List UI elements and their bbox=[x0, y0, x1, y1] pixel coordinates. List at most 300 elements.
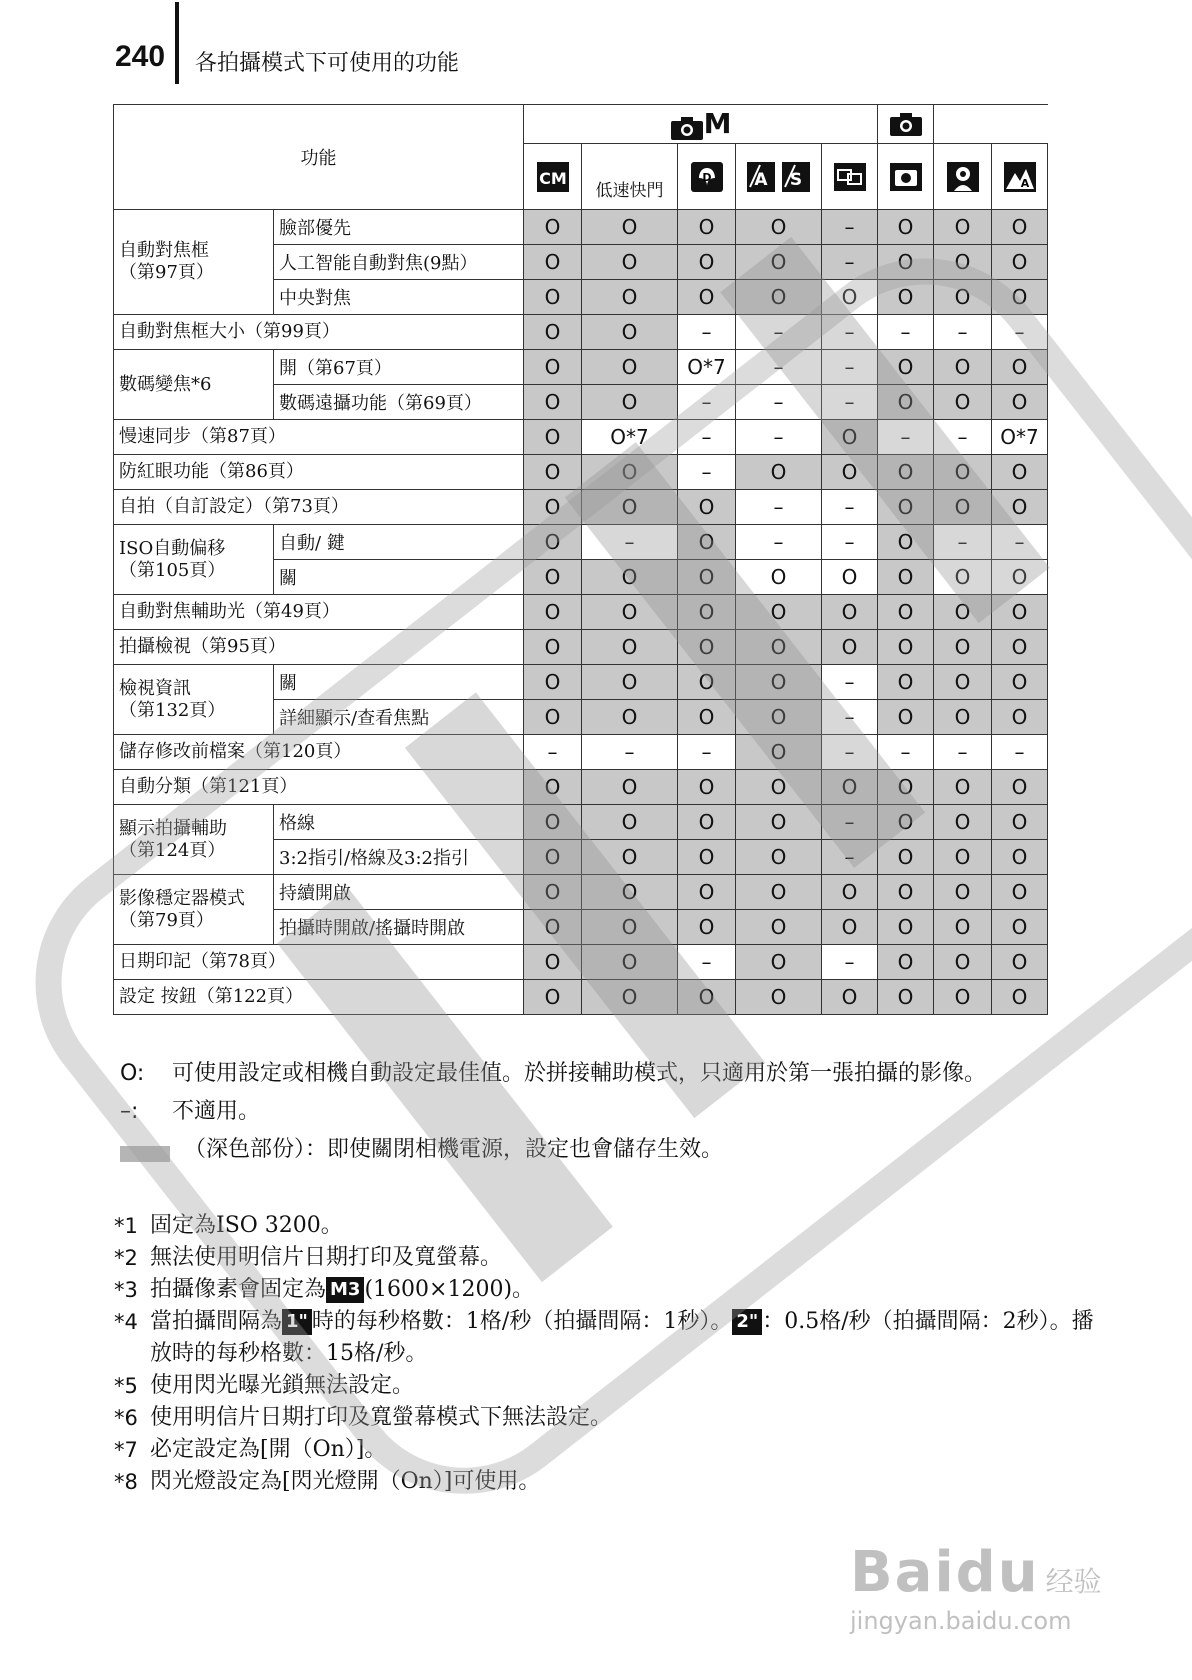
table-row bbox=[114, 350, 1048, 385]
stitch-assist-icon bbox=[833, 162, 867, 192]
table-cell: – bbox=[822, 665, 878, 700]
table-cell: O bbox=[736, 665, 822, 700]
table-cell: O bbox=[524, 945, 582, 980]
table-cell: O bbox=[524, 805, 582, 840]
footnote-text: 固定為ISO 3200。 bbox=[150, 1213, 343, 1238]
table-cell: O bbox=[934, 945, 992, 980]
table-cell: O bbox=[678, 630, 736, 665]
table-cell: O bbox=[822, 910, 878, 945]
table-cell: O bbox=[736, 770, 822, 805]
table-cell: O bbox=[582, 350, 678, 385]
table-cell: – bbox=[736, 490, 822, 525]
table-cell: O bbox=[934, 350, 992, 385]
table-cell: – bbox=[736, 525, 822, 560]
row-sub-label: 關 bbox=[274, 560, 524, 595]
footnote-key: *4 bbox=[114, 1310, 138, 1334]
table-cell: O bbox=[582, 595, 678, 630]
table-cell: O bbox=[524, 420, 582, 455]
function-header bbox=[114, 105, 524, 210]
row-sub-label: 自動/ 鍵 bbox=[274, 525, 524, 560]
aperture-mode-icon bbox=[746, 161, 776, 193]
table-cell: O bbox=[992, 840, 1048, 875]
table-cell: O bbox=[678, 700, 736, 735]
table-cell: O bbox=[934, 840, 992, 875]
table-cell: O bbox=[992, 560, 1048, 595]
table-cell: O bbox=[678, 490, 736, 525]
table-cell: O bbox=[992, 980, 1048, 1015]
footnote-text: 使用明信片日期打印及寬螢幕模式下無法設定。 bbox=[150, 1405, 613, 1430]
table-cell: O bbox=[992, 210, 1048, 245]
footnote-text: 拍攝像素會固定為 bbox=[150, 1277, 327, 1302]
page-title: 各拍攝模式下可使用的功能 bbox=[195, 51, 460, 76]
footnotes bbox=[114, 1210, 1114, 1498]
table-cell: O bbox=[878, 490, 934, 525]
table-cell: – bbox=[934, 420, 992, 455]
table-cell: O bbox=[822, 875, 878, 910]
table-row bbox=[114, 595, 1048, 630]
table-cell: O bbox=[878, 350, 934, 385]
table-cell: O bbox=[736, 735, 822, 770]
table-cell: O bbox=[524, 385, 582, 420]
svg-text:S: S bbox=[790, 169, 803, 190]
table-cell: O bbox=[934, 805, 992, 840]
table-row bbox=[114, 735, 1048, 770]
table-cell: O bbox=[822, 420, 878, 455]
table-cell: O bbox=[678, 560, 736, 595]
table-cell: O bbox=[736, 560, 822, 595]
table-cell: – bbox=[934, 735, 992, 770]
table-cell: O bbox=[934, 770, 992, 805]
table-cell: – bbox=[678, 315, 736, 350]
legend-gray bbox=[120, 1134, 1080, 1166]
table-cell: O bbox=[736, 245, 822, 280]
table-cell: – bbox=[822, 210, 878, 245]
table-row bbox=[114, 315, 1048, 350]
footnote-text: 必定設定為[開（On）]。 bbox=[150, 1437, 387, 1462]
row-group-label: 數碼變焦*6 bbox=[114, 350, 274, 420]
row-sub-label: 開（第67頁） bbox=[274, 350, 524, 385]
table-cell: – bbox=[736, 385, 822, 420]
table-cell: O bbox=[582, 245, 678, 280]
table-cell: O bbox=[934, 700, 992, 735]
dash-mark: –: bbox=[120, 1099, 139, 1124]
table-cell: O bbox=[992, 805, 1048, 840]
svg-text:D: D bbox=[701, 170, 712, 184]
table-cell: O bbox=[678, 805, 736, 840]
row-group-label: 慢速同步（第87頁） bbox=[114, 420, 524, 455]
interval-badge: 2" bbox=[732, 1309, 762, 1335]
table-cell: O bbox=[992, 875, 1048, 910]
table-cell: O bbox=[736, 455, 822, 490]
table-cell: O bbox=[992, 280, 1048, 315]
table-cell: O bbox=[582, 630, 678, 665]
row-sub-label: 中央對焦 bbox=[274, 280, 524, 315]
table-cell: O bbox=[934, 875, 992, 910]
legend-na-text: 不適用。 bbox=[172, 1099, 261, 1124]
mode-macro bbox=[678, 144, 736, 210]
footnote-key: *1 bbox=[114, 1214, 138, 1238]
table-cell: – bbox=[678, 945, 736, 980]
macro-mode-icon bbox=[690, 161, 724, 193]
table-cell: O bbox=[582, 455, 678, 490]
table-cell: O bbox=[992, 490, 1048, 525]
table-cell: O bbox=[736, 910, 822, 945]
table-cell: – bbox=[822, 525, 878, 560]
table-cell: O bbox=[822, 630, 878, 665]
footnote bbox=[114, 1466, 1114, 1498]
table-cell: – bbox=[822, 945, 878, 980]
table-cell: – bbox=[992, 525, 1048, 560]
mode-av-tv bbox=[736, 144, 822, 210]
table-cell: – bbox=[822, 700, 878, 735]
table-cell: O bbox=[934, 980, 992, 1015]
table-cell: – bbox=[678, 455, 736, 490]
table-cell: – bbox=[524, 735, 582, 770]
row-sub-label: 關 bbox=[274, 665, 524, 700]
table-cell: – bbox=[992, 315, 1048, 350]
brand-logo: Baidu bbox=[850, 1540, 1040, 1605]
table-cell: – bbox=[736, 420, 822, 455]
landscape-mode-icon bbox=[1003, 161, 1037, 193]
table-cell: O bbox=[736, 630, 822, 665]
footnote-key: *7 bbox=[114, 1438, 138, 1462]
table-cell: O bbox=[736, 980, 822, 1015]
table-cell: O bbox=[934, 245, 992, 280]
table-cell: O bbox=[524, 350, 582, 385]
table-cell: O bbox=[524, 280, 582, 315]
table-cell: O bbox=[736, 840, 822, 875]
row-group-label: 自動對焦框大小（第99頁） bbox=[114, 315, 524, 350]
table-cell: O bbox=[524, 595, 582, 630]
table-cell: O bbox=[934, 630, 992, 665]
table-row bbox=[114, 805, 1048, 840]
row-group-label: 自拍（自訂設定）（第73頁） bbox=[114, 490, 524, 525]
footnote bbox=[114, 1242, 1114, 1274]
brand-watermark bbox=[850, 1540, 1102, 1635]
table-cell: – bbox=[878, 315, 934, 350]
table-cell: – bbox=[934, 525, 992, 560]
svg-text:A: A bbox=[754, 169, 768, 190]
table-cell: O bbox=[582, 910, 678, 945]
table-cell: O bbox=[992, 910, 1048, 945]
table-cell: O bbox=[736, 280, 822, 315]
camera-icon bbox=[670, 115, 704, 141]
svg-text:A: A bbox=[1020, 176, 1029, 190]
table-cell: O bbox=[992, 595, 1048, 630]
table-cell: O bbox=[878, 840, 934, 875]
table-cell: – bbox=[582, 525, 678, 560]
row-group-label: 日期印記（第78頁） bbox=[114, 945, 524, 980]
footnote bbox=[114, 1370, 1114, 1402]
table-cell: O bbox=[992, 700, 1048, 735]
table-row bbox=[114, 630, 1048, 665]
table-cell: O bbox=[878, 560, 934, 595]
footnote-key: *8 bbox=[114, 1470, 138, 1494]
mode-slow-shutter bbox=[582, 144, 678, 210]
table-cell: O bbox=[678, 595, 736, 630]
footnote-text: 無法使用明信片日期打印及寬螢幕。 bbox=[150, 1245, 503, 1270]
table-cell: O bbox=[878, 700, 934, 735]
table-cell: O bbox=[992, 385, 1048, 420]
mode-cm bbox=[524, 144, 582, 210]
table-cell: O bbox=[582, 315, 678, 350]
table-cell: O bbox=[878, 210, 934, 245]
table-cell: O bbox=[524, 770, 582, 805]
table-cell: O bbox=[878, 770, 934, 805]
table-cell: – bbox=[934, 315, 992, 350]
custom-mode-icon bbox=[536, 161, 570, 193]
footnote-text: 閃光燈設定為[閃光燈開（On）]可使用。 bbox=[150, 1469, 541, 1494]
table-cell: O bbox=[878, 595, 934, 630]
table-cell: – bbox=[992, 735, 1048, 770]
table-cell: O bbox=[524, 665, 582, 700]
brand-url: jingyan.baidu.com bbox=[850, 1607, 1072, 1635]
row-sub-label: 格線 bbox=[274, 805, 524, 840]
row-group-label: 自動對焦框 （第97頁） bbox=[114, 210, 274, 315]
row-group-label: 影像穩定器模式 （第79頁） bbox=[114, 875, 274, 945]
table-cell: O bbox=[822, 980, 878, 1015]
table-row bbox=[114, 875, 1048, 910]
table-cell: – bbox=[878, 735, 934, 770]
table-cell: O bbox=[992, 945, 1048, 980]
row-sub-label: 臉部優先 bbox=[274, 210, 524, 245]
table-cell: O bbox=[582, 700, 678, 735]
table-cell: O bbox=[992, 665, 1048, 700]
brand-logo-cn: 经验 bbox=[1045, 1565, 1102, 1598]
mode-portrait bbox=[934, 144, 992, 210]
table-cell: O bbox=[678, 525, 736, 560]
footnote-text: 使用閃光曝光鎖無法設定。 bbox=[150, 1373, 415, 1398]
footnote bbox=[114, 1274, 1114, 1306]
table-cell: – bbox=[822, 315, 878, 350]
row-sub-label: 詳細顯示/查看焦點 bbox=[274, 700, 524, 735]
table-row bbox=[114, 210, 1048, 245]
table-row bbox=[114, 945, 1048, 980]
table-cell: O bbox=[678, 980, 736, 1015]
table-row bbox=[114, 770, 1048, 805]
table-cell: O bbox=[524, 700, 582, 735]
table-cell: O bbox=[878, 280, 934, 315]
table-cell: O bbox=[878, 630, 934, 665]
row-group-label: ISO自動偏移 （第105頁） bbox=[114, 525, 274, 595]
footnote-key: *3 bbox=[114, 1278, 138, 1302]
table-cell: O bbox=[934, 595, 992, 630]
table-cell: O bbox=[678, 770, 736, 805]
table-cell: O bbox=[582, 490, 678, 525]
footnote bbox=[114, 1434, 1114, 1466]
table-cell: O bbox=[582, 770, 678, 805]
table-cell: O bbox=[934, 280, 992, 315]
footnote bbox=[114, 1306, 1114, 1370]
table-cell: O bbox=[678, 280, 736, 315]
table-cell: O bbox=[878, 980, 934, 1015]
table-cell: O bbox=[822, 455, 878, 490]
table-cell: – bbox=[736, 315, 822, 350]
table-cell: O bbox=[524, 840, 582, 875]
page-number: 240 bbox=[115, 40, 166, 73]
table-cell: O bbox=[878, 525, 934, 560]
header-divider bbox=[175, 2, 179, 84]
table-cell: – bbox=[822, 245, 878, 280]
table-cell: O bbox=[736, 805, 822, 840]
table-cell: – bbox=[822, 735, 878, 770]
footnote-text: 當拍攝間隔為 bbox=[150, 1309, 283, 1334]
table-row bbox=[114, 980, 1048, 1015]
table-cell: O bbox=[678, 245, 736, 280]
table-cell: – bbox=[822, 385, 878, 420]
row-group-label: 顯示拍攝輔助 （第124頁） bbox=[114, 805, 274, 875]
function-header-label: 功能 bbox=[300, 148, 337, 169]
row-group-label: 設定 按鈕（第122頁） bbox=[114, 980, 524, 1015]
feature-table-body bbox=[114, 210, 1048, 1015]
row-sub-label: 3:2指引/格線及3:2指引 bbox=[274, 840, 524, 875]
table-cell: O bbox=[582, 840, 678, 875]
table-cell: O bbox=[524, 245, 582, 280]
portrait-mode-icon bbox=[946, 161, 980, 193]
table-cell: O bbox=[878, 805, 934, 840]
shutter-mode-icon bbox=[781, 161, 811, 193]
table-cell: O bbox=[992, 455, 1048, 490]
table-cell: O bbox=[934, 490, 992, 525]
legend-available-text: 可使用設定或相機自動設定最佳值。於拼接輔助模式，只適用於第一張拍攝的影像。 bbox=[172, 1061, 987, 1086]
table-cell: – bbox=[822, 805, 878, 840]
table-cell: O bbox=[582, 280, 678, 315]
table-cell: O bbox=[678, 665, 736, 700]
group-header-manual bbox=[524, 105, 878, 144]
row-group-label: 儲存修改前檔案（第120頁） bbox=[114, 735, 524, 770]
slow-shutter-label: 低速快門 bbox=[595, 181, 664, 201]
table-cell: – bbox=[822, 350, 878, 385]
table-cell: O bbox=[878, 910, 934, 945]
table-cell: O bbox=[878, 455, 934, 490]
footnote-text: ：0.5格/秒（拍攝間隔：2秒）。播放時的每秒格數：15格/秒。 bbox=[150, 1309, 1094, 1366]
table-cell: O bbox=[878, 665, 934, 700]
table-row bbox=[114, 420, 1048, 455]
table-cell: O bbox=[524, 630, 582, 665]
table-cell: – bbox=[822, 840, 878, 875]
table-cell: O bbox=[878, 945, 934, 980]
resolution-badge: M3 bbox=[326, 1277, 364, 1303]
table-cell: O bbox=[678, 210, 736, 245]
table-cell: – bbox=[678, 735, 736, 770]
table-cell: O bbox=[934, 560, 992, 595]
table-cell: – bbox=[678, 420, 736, 455]
table-cell: O bbox=[736, 875, 822, 910]
footnote-text: (1600×1200)。 bbox=[364, 1277, 535, 1302]
row-group-label: 自動對焦輔助光（第49頁） bbox=[114, 595, 524, 630]
footnote-key: *6 bbox=[114, 1406, 138, 1430]
table-cell: O bbox=[524, 455, 582, 490]
footnote-text: 時的每秒格數：1格/秒（拍攝間隔：1秒）。 bbox=[311, 1309, 733, 1334]
table-cell: O bbox=[524, 910, 582, 945]
table-row bbox=[114, 490, 1048, 525]
table-cell: O bbox=[736, 945, 822, 980]
table-cell: O bbox=[934, 455, 992, 490]
table-cell: O bbox=[524, 875, 582, 910]
table-cell: O bbox=[934, 910, 992, 945]
table-cell: O bbox=[736, 210, 822, 245]
table-cell: O bbox=[524, 315, 582, 350]
table-cell: O bbox=[992, 245, 1048, 280]
table-cell: O bbox=[524, 210, 582, 245]
table-cell: – bbox=[822, 490, 878, 525]
table-cell: O bbox=[822, 595, 878, 630]
gray-swatch bbox=[120, 1146, 170, 1162]
table-cell: O bbox=[582, 805, 678, 840]
circle-mark: O: bbox=[120, 1061, 145, 1086]
row-sub-label: 人工智能自動對焦(9點） bbox=[274, 245, 524, 280]
table-cell: O bbox=[878, 875, 934, 910]
table-cell: O bbox=[582, 945, 678, 980]
table-cell: O bbox=[582, 210, 678, 245]
row-group-label: 拍攝檢視（第95頁） bbox=[114, 630, 524, 665]
table-row bbox=[114, 455, 1048, 490]
table-cell: O*7 bbox=[992, 420, 1048, 455]
table-cell: O bbox=[582, 385, 678, 420]
table-cell: O bbox=[582, 665, 678, 700]
interval-badge: 1" bbox=[282, 1309, 312, 1335]
table-cell: O bbox=[822, 770, 878, 805]
svg-text:CM: CM bbox=[538, 168, 567, 188]
table-cell: O bbox=[878, 385, 934, 420]
row-group-label: 檢視資訊 （第132頁） bbox=[114, 665, 274, 735]
table-cell: – bbox=[678, 385, 736, 420]
table-cell: O bbox=[878, 245, 934, 280]
mode-auto bbox=[878, 144, 934, 210]
table-cell: O bbox=[934, 385, 992, 420]
table-cell: O bbox=[992, 770, 1048, 805]
table-row bbox=[114, 525, 1048, 560]
feature-table bbox=[113, 104, 1048, 1015]
table-cell: O bbox=[678, 910, 736, 945]
manual-mark: M bbox=[703, 107, 732, 140]
legend-gray-text: （深色部份）：即使關閉相機電源，設定也會儲存生效。 bbox=[184, 1137, 724, 1162]
footnote bbox=[114, 1402, 1114, 1434]
footnote-key: *2 bbox=[114, 1246, 138, 1270]
table-cell: O bbox=[992, 350, 1048, 385]
table-cell: O bbox=[678, 840, 736, 875]
row-group-label: 防紅眼功能（第86頁） bbox=[114, 455, 524, 490]
group-header-blank bbox=[934, 105, 1048, 144]
table-cell: O bbox=[582, 980, 678, 1015]
table-cell: O bbox=[934, 665, 992, 700]
row-sub-label: 拍攝時開啟/搖攝時開啟 bbox=[274, 910, 524, 945]
table-cell: O bbox=[934, 210, 992, 245]
table-cell: O bbox=[992, 630, 1048, 665]
table-cell: – bbox=[878, 420, 934, 455]
table-cell: O bbox=[524, 980, 582, 1015]
footnote bbox=[114, 1210, 1114, 1242]
table-cell: O*7 bbox=[582, 420, 678, 455]
table-cell: O bbox=[524, 525, 582, 560]
row-sub-label: 數碼遠攝功能（第69頁） bbox=[274, 385, 524, 420]
legend-available bbox=[120, 1058, 1080, 1090]
table-cell: – bbox=[736, 350, 822, 385]
table-cell: O bbox=[736, 595, 822, 630]
row-group-label: 自動分類（第121頁） bbox=[114, 770, 524, 805]
group-header-auto bbox=[878, 105, 934, 144]
mode-stitch bbox=[822, 144, 878, 210]
table-cell: O*7 bbox=[678, 350, 736, 385]
table-cell: O bbox=[582, 560, 678, 595]
table-cell: O bbox=[582, 875, 678, 910]
table-cell: O bbox=[822, 560, 878, 595]
table-cell: – bbox=[582, 735, 678, 770]
legend bbox=[120, 1058, 1080, 1172]
table-cell: O bbox=[822, 280, 878, 315]
table-cell: O bbox=[736, 700, 822, 735]
footnote-key: *5 bbox=[114, 1374, 138, 1398]
